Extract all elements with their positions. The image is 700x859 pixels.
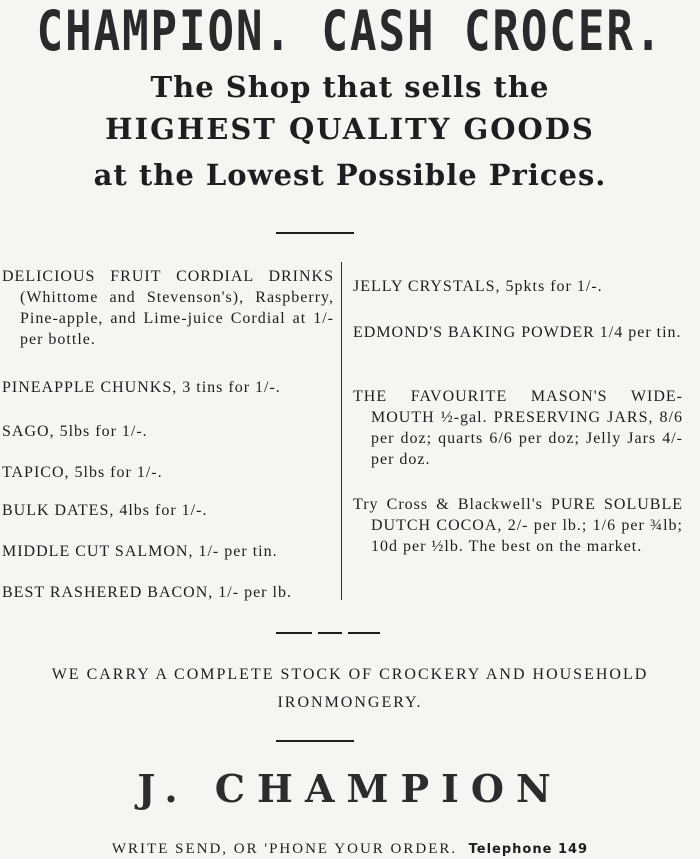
divider-middle-left bbox=[276, 632, 312, 634]
list-item bbox=[2, 462, 334, 483]
tagline-line-2: HIGHEST QUALITY GOODS bbox=[105, 112, 595, 146]
item-text: SAGO, 5lbs for 1/-. bbox=[2, 423, 148, 440]
item-text: BULK DATES, 4lbs for 1/-. bbox=[2, 502, 208, 519]
list-item bbox=[353, 322, 683, 343]
list-item bbox=[2, 266, 334, 350]
crockery-notice bbox=[0, 661, 700, 717]
crockery-line-2: IRONMONGERY. bbox=[277, 694, 423, 711]
list-item bbox=[2, 582, 334, 603]
item-text: PINEAPPLE CHUNKS, 3 tins for 1/-. bbox=[2, 379, 281, 396]
tagline-line-1: The Shop that sells the bbox=[150, 70, 550, 104]
item-text: JELLY CRYSTALS, 5pkts for 1/-. bbox=[353, 278, 603, 295]
divider-middle-center bbox=[318, 632, 342, 634]
item-text: DELICIOUS FRUIT CORDIAL DRINKS (Whittome and Stevenson's), Raspberry, Pine-apple, and Lime-juice Cordial at 1/- per bottle. bbox=[2, 268, 334, 348]
proprietor-signature: J. CHAMPION bbox=[137, 766, 563, 811]
list-item bbox=[353, 494, 683, 557]
list-item bbox=[2, 500, 334, 521]
divider-bottom bbox=[276, 740, 354, 742]
item-text: TAPICO, 5lbs for 1/-. bbox=[2, 464, 163, 481]
list-item bbox=[2, 377, 334, 398]
item-text: BEST RASHERED BACON, 1/- per lb. bbox=[2, 584, 292, 601]
item-text: EDMOND'S BAKING POWDER 1/4 per tin. bbox=[353, 324, 682, 341]
column-divider bbox=[341, 262, 342, 600]
shop-title: CHAMPION. CASH CROCER. bbox=[36, 0, 664, 64]
footer bbox=[0, 841, 700, 858]
list-item bbox=[2, 421, 334, 442]
order-instruction: WRITE SEND, OR 'PHONE YOUR ORDER. bbox=[111, 841, 458, 857]
divider-top bbox=[276, 232, 354, 234]
crockery-line-1: WE CARRY A COMPLETE STOCK OF CROCKERY AND HOUSEHOLD bbox=[51, 666, 649, 683]
list-item bbox=[353, 386, 683, 470]
item-text: MIDDLE CUT SALMON, 1/- per tin. bbox=[2, 543, 278, 560]
divider-middle-right bbox=[348, 632, 380, 634]
list-item bbox=[353, 276, 683, 297]
item-text: THE FAVOURITE MASON'S WIDE-MOUTH ½-gal. PRESERVING JARS, 8/6 per doz; quarts 6/6 per doz; Jelly Jars 4/- per doz. bbox=[353, 388, 683, 468]
list-item bbox=[2, 541, 334, 562]
tagline-line-3: at the Lowest Possible Prices. bbox=[93, 158, 607, 192]
item-text: Try Cross & Blackwell's PURE SOLUBLE DUTCH COCOA, 2/- per lb.; 1/6 per ¾lb; 10d per ½lb. The best on the market. bbox=[353, 496, 683, 555]
telephone-number: Telephone 149 bbox=[468, 842, 589, 857]
